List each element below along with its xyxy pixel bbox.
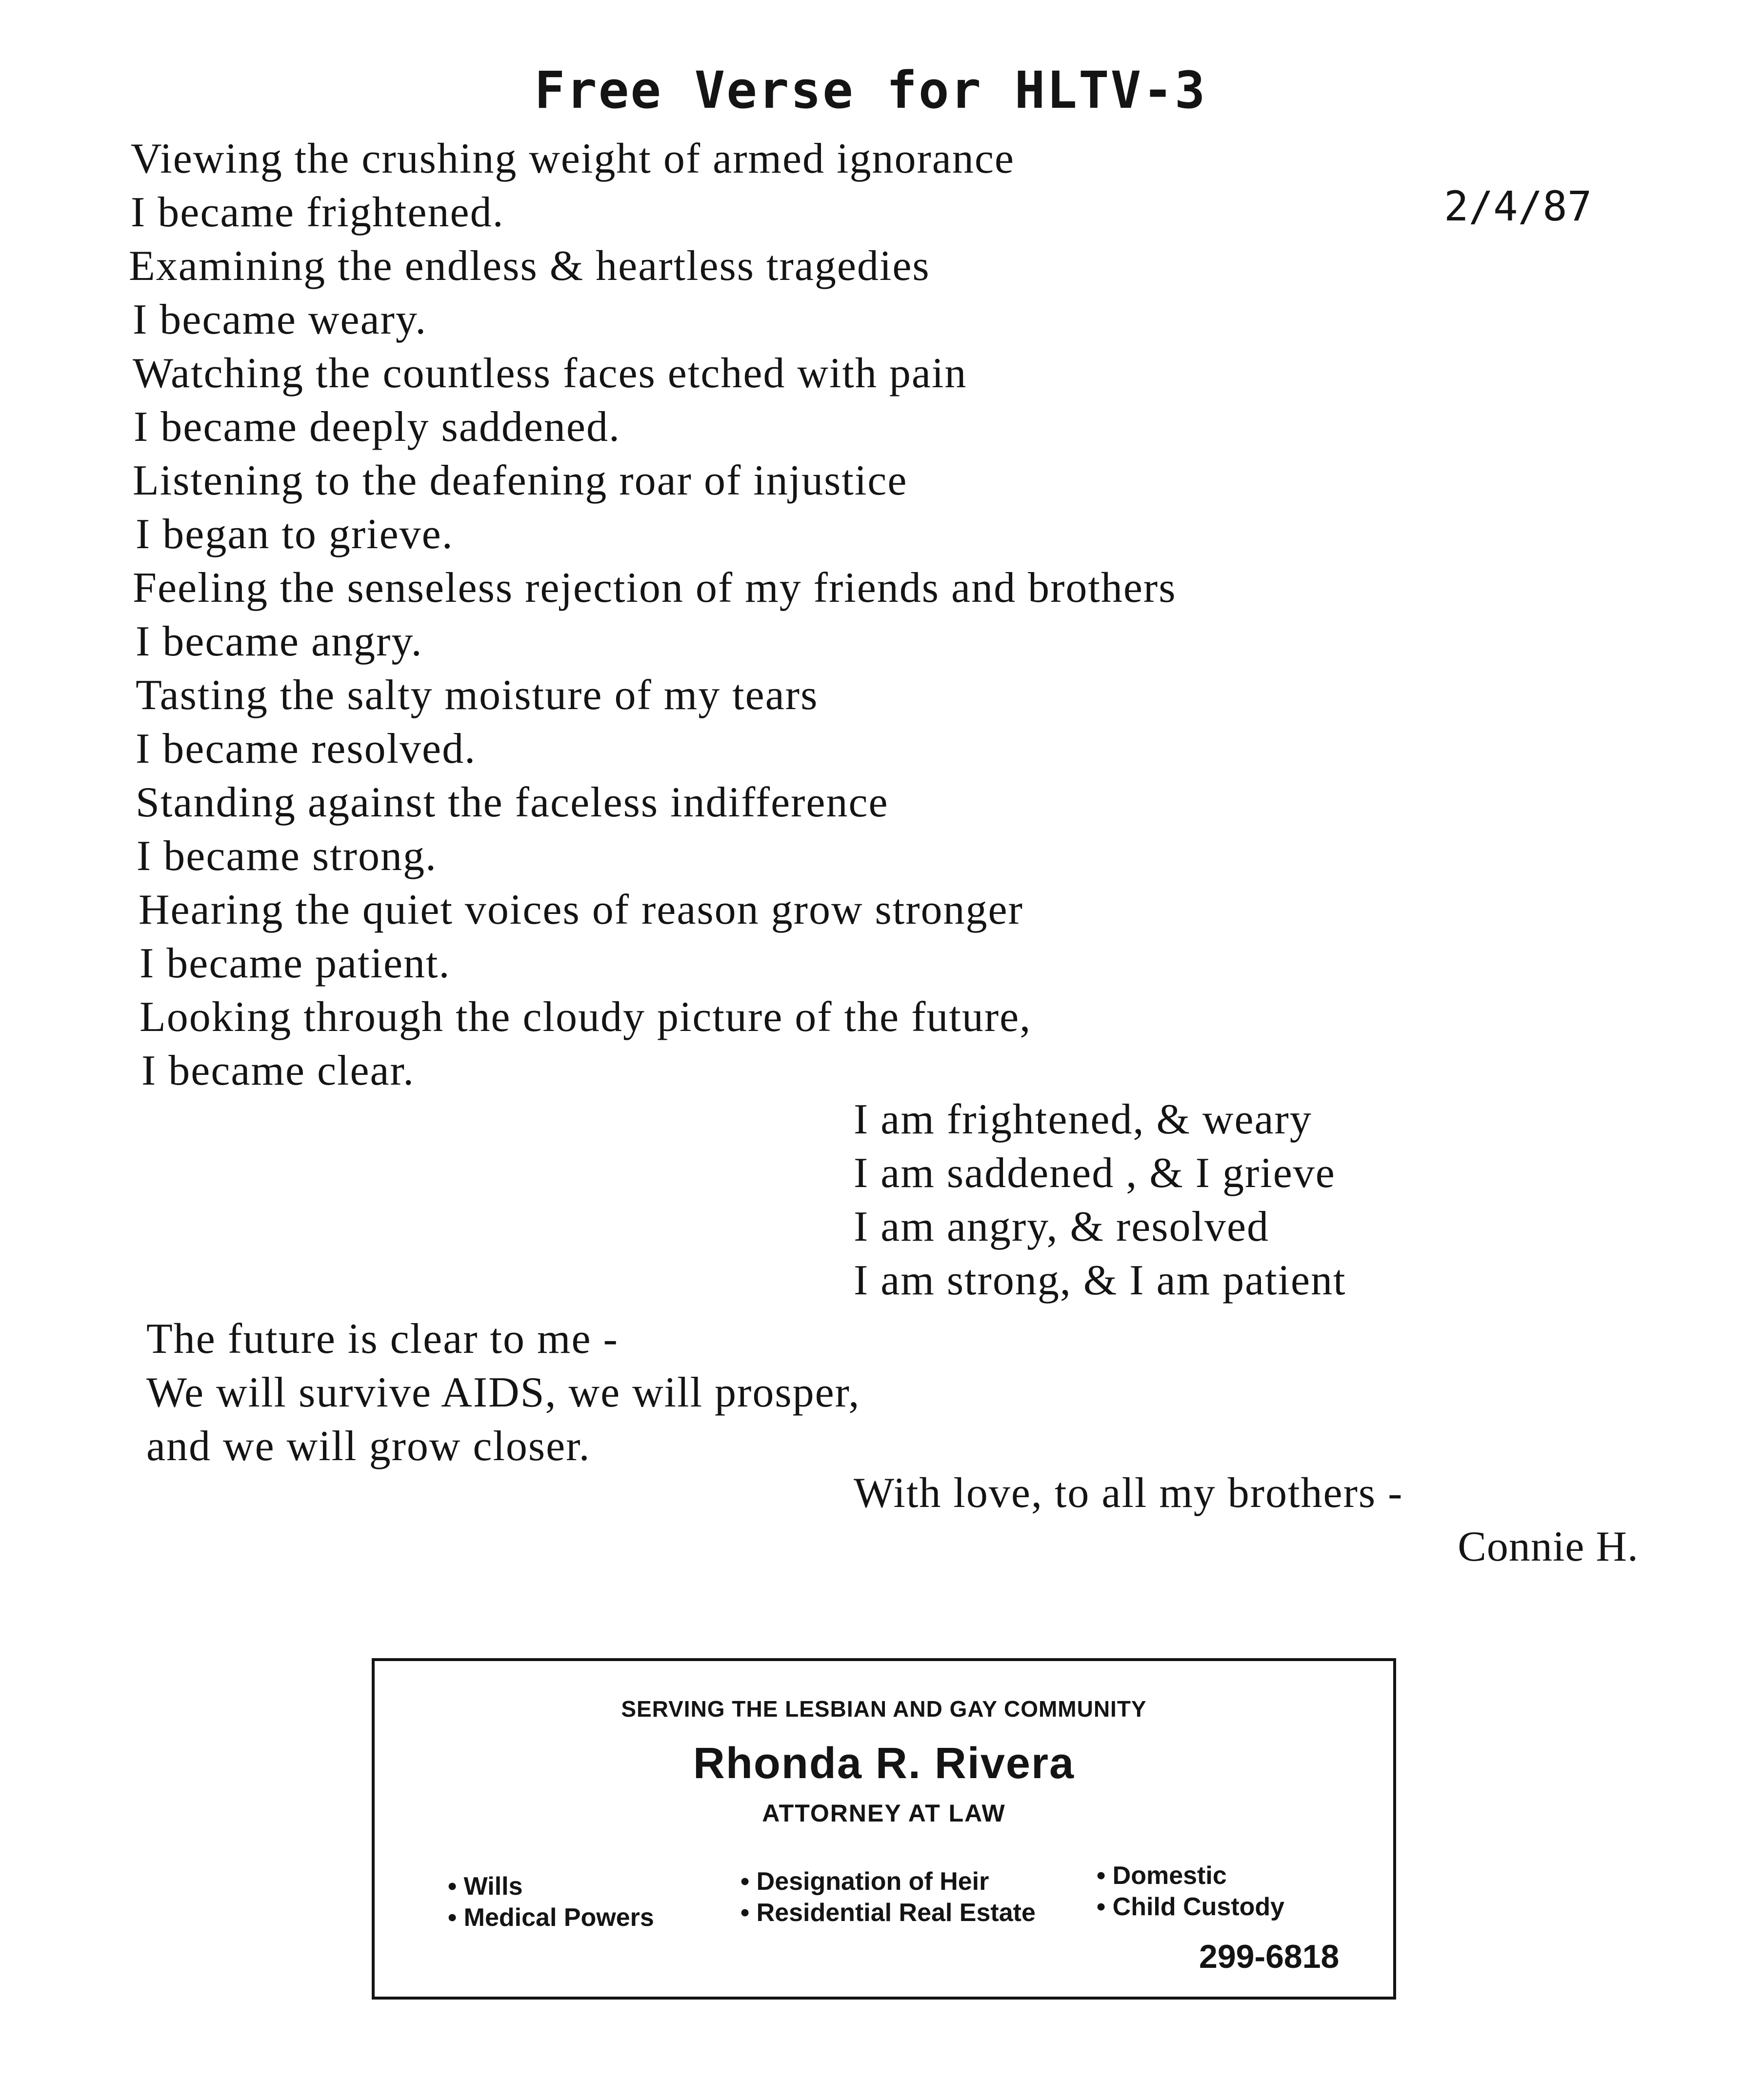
poem-line: I became strong. [137, 832, 437, 880]
poem-line: Examining the endless & heartless tragedies [129, 242, 930, 290]
poem-line: I became clear. [141, 1047, 415, 1094]
poem-line: I became frightened. [131, 189, 504, 236]
poem-line: Feeling the senseless rejection of my friends and brothers [133, 564, 1177, 612]
attorney-advertisement [372, 1658, 1396, 2000]
refrain-line: I am frightened, & weary [854, 1096, 1312, 1143]
ad-service-item: • Child Custody [1097, 1891, 1284, 1922]
ad-phone-number: 299-6818 [1199, 1938, 1340, 1975]
poem-line: I began to grieve. [136, 511, 454, 558]
poem-line: Tasting the salty moisture of my tears [136, 672, 819, 719]
ad-services-column [1097, 1860, 1284, 1922]
refrain-line: I am strong, & I am patient [854, 1257, 1346, 1304]
ad-attorney-name: Rhonda R. Rivera [693, 1739, 1075, 1788]
poem-line: I became patient. [140, 940, 451, 987]
poem-line: I became weary. [133, 296, 427, 343]
dedication: With love, to all my brothers - [854, 1469, 1403, 1517]
ad-services-column [740, 1866, 1036, 1928]
closing-line: and we will grow closer. [146, 1423, 591, 1470]
poem-line: Viewing the crushing weight of armed ignorance [131, 135, 1015, 182]
closing-line: The future is clear to me - [146, 1315, 619, 1363]
ad-services-column [448, 1871, 654, 1933]
ad-service-item: • Wills [448, 1871, 654, 1902]
ad-tagline: SERVING THE LESBIAN AND GAY COMMUNITY [621, 1696, 1147, 1722]
poem-line: Looking through the cloudy picture of the future, [140, 993, 1032, 1041]
refrain-line: I am angry, & resolved [854, 1203, 1270, 1250]
poem-line: Hearing the quiet voices of reason grow stronger [139, 886, 1023, 933]
ad-profession: ATTORNEY AT LAW [762, 1800, 1006, 1827]
poem-line: Watching the countless faces etched with pain [133, 350, 967, 397]
poem-date: 2/4/87 [1444, 182, 1592, 230]
refrain-line: I am saddened , & I grieve [854, 1149, 1336, 1197]
closing-line: We will survive AIDS, we will prosper, [146, 1369, 860, 1416]
signature: Connie H. [1458, 1523, 1639, 1570]
poem-line: I became deeply saddened. [134, 403, 620, 451]
poem-line: I became resolved. [136, 725, 477, 773]
poem-line: Listening to the deafening roar of injustice [133, 457, 908, 504]
ad-service-item: • Designation of Heir [740, 1866, 1036, 1897]
poem-line: I became angry. [136, 618, 423, 665]
ad-service-item: • Domestic [1097, 1860, 1284, 1891]
ad-service-item: • Medical Powers [448, 1902, 654, 1933]
poem-title: Free Verse for HLTV-3 [534, 60, 1207, 120]
ad-service-item: • Residential Real Estate [740, 1897, 1036, 1928]
poem-line: Standing against the faceless indifference [136, 779, 889, 826]
